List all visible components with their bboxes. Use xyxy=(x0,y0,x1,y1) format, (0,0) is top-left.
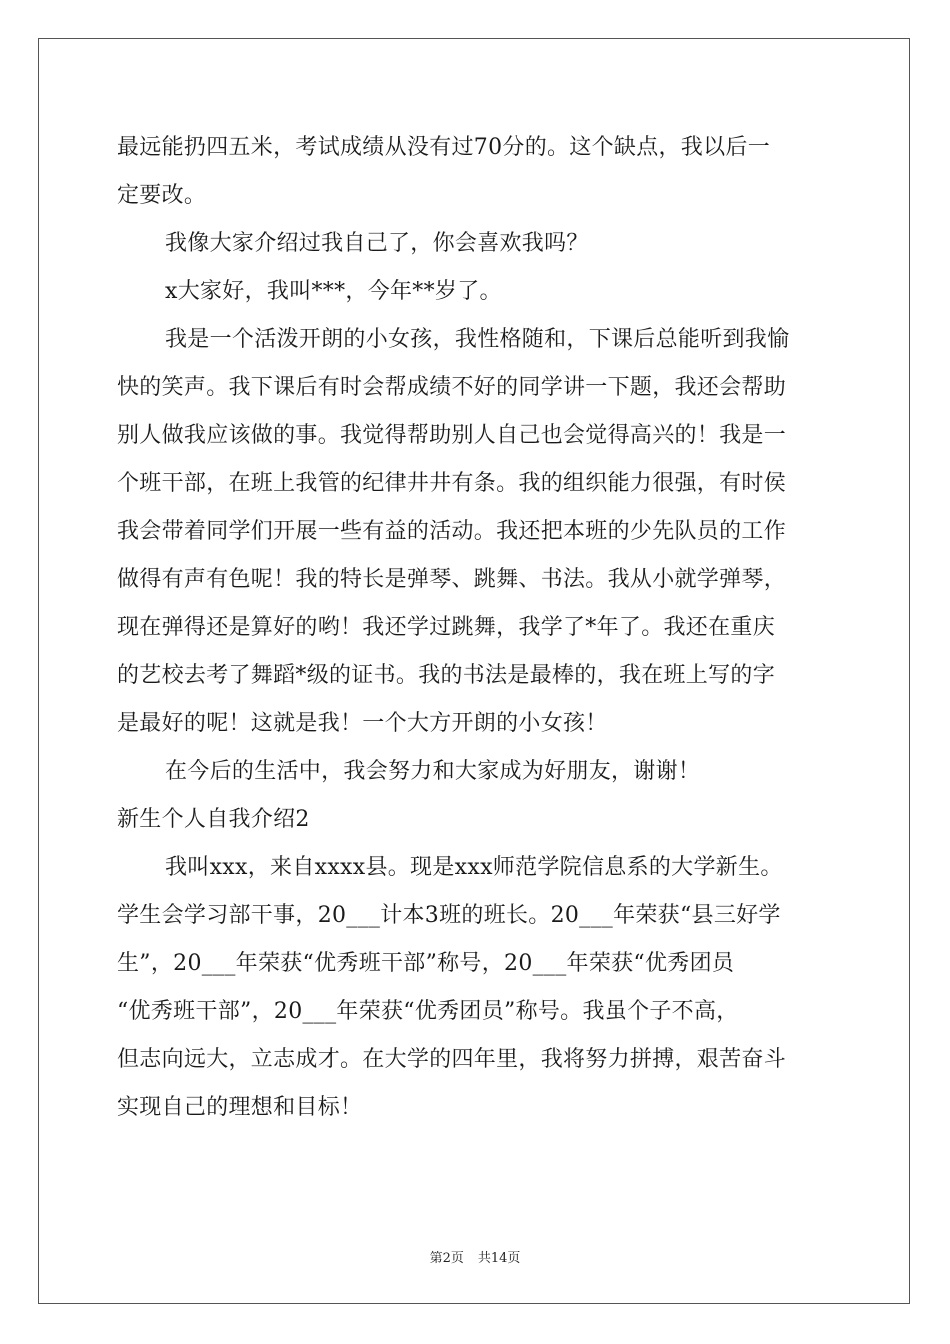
paragraph-line: 我叫xxx，来自xxxx县。现是xxx师范学院信息系的大学新生。 xyxy=(165,855,783,880)
text-line: 的艺校去考了舞蹈*级的证书。我的书法是最棒的，我在班上写的字 xyxy=(117,663,776,688)
paragraph-line: x大家好，我叫***，今年**岁了。 xyxy=(165,279,502,304)
text-line: 个班干部，在班上我管的纪律井井有条。我的组织能力很强，有时侯 xyxy=(117,471,787,496)
text-line: “优秀班干部”，20___年荣获“优秀团员”称号。我虽个子不高， xyxy=(117,999,739,1024)
text-line: 但志向远大，立志成才。在大学的四年里，我将努力拼搏，艰苦奋斗 xyxy=(117,1047,787,1072)
page-total: 共14页 xyxy=(477,1251,521,1266)
text-line: 别人做我应该做的事。我觉得帮助别人自己也会觉得高兴的！我是一 xyxy=(117,423,787,448)
page-number: 第2页 xyxy=(429,1251,464,1266)
text-line: 实现自己的理想和目标！ xyxy=(117,1095,363,1120)
paragraph-line: 我是一个活泼开朗的小女孩，我性格随和，下课后总能听到我愉 xyxy=(165,327,790,352)
page-footer xyxy=(0,1247,950,1266)
text-line: 最远能扔四五米，考试成绩从没有过70分的。这个缺点，我以后一 xyxy=(117,135,770,160)
text-line: 定要改。 xyxy=(117,183,207,208)
document-body xyxy=(117,124,837,1132)
text-line: 做得有声有色呢！我的特长是弹琴、跳舞、书法。我从小就学弹琴， xyxy=(117,567,787,592)
text-line: 快的笑声。我下课后有时会帮成绩不好的同学讲一下题，我还会帮助 xyxy=(117,375,787,400)
text-line: 生”，20___年荣获“优秀班干部”称号，20___年荣获“优秀团员 xyxy=(117,951,735,976)
text-line: 学生会学习部干事，20___计本3班的班长。20___年荣获“县三好学 xyxy=(117,903,781,928)
section-heading: 新生个人自我介绍2 xyxy=(117,807,310,832)
text-line: 我会带着同学们开展一些有益的活动。我还把本班的少先队员的工作 xyxy=(117,519,787,544)
text-line: 是最好的呢！这就是我！一个大方开朗的小女孩！ xyxy=(117,711,608,736)
paragraph-line: 我像大家介绍过我自己了，你会喜欢我吗？ xyxy=(165,231,589,256)
text-line: 现在弹得还是算好的哟！我还学过跳舞，我学了*年了。我还在重庆 xyxy=(117,615,776,640)
paragraph-line: 在今后的生活中，我会努力和大家成为好朋友，谢谢！ xyxy=(165,759,701,784)
